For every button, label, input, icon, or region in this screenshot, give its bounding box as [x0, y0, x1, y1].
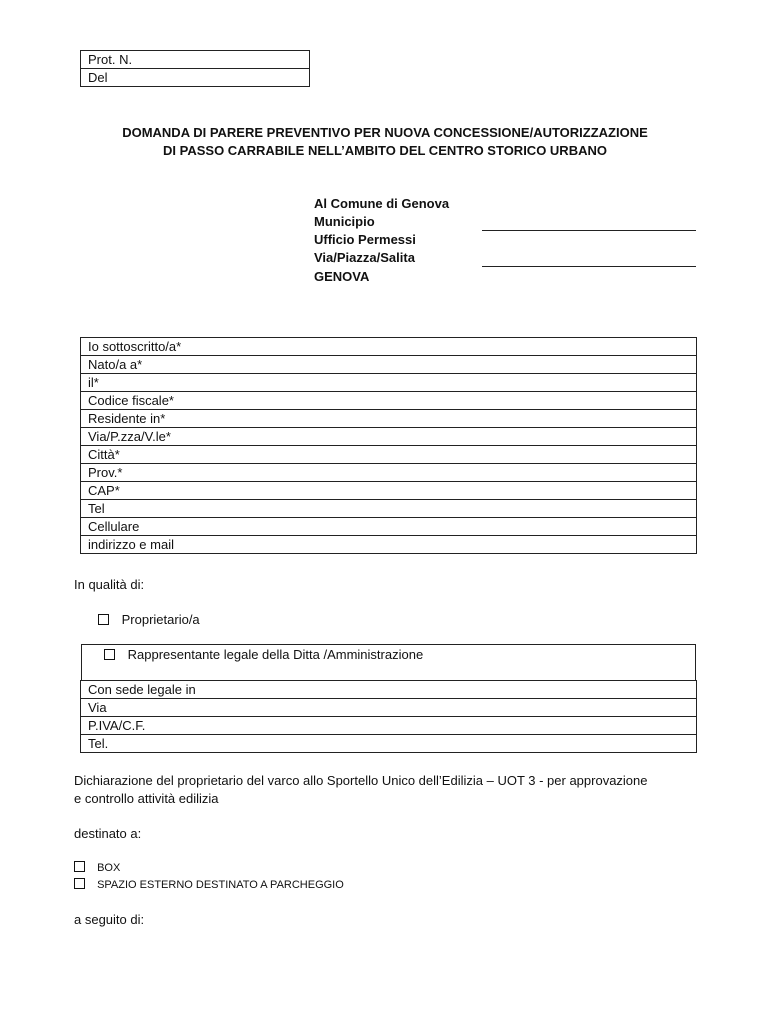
- recipient-line: Al Comune di Genova: [314, 196, 450, 211]
- tax-code-field[interactable]: Codice fiscale*: [81, 392, 697, 410]
- recipient-line: Via/Piazza/Salita: [314, 250, 415, 265]
- table-row: [81, 374, 697, 392]
- table-row: [81, 735, 697, 753]
- birthdate-field[interactable]: il*: [81, 374, 697, 392]
- table-row: [81, 356, 697, 374]
- table-row: [81, 518, 697, 536]
- email-field[interactable]: indirizzo e mail: [81, 536, 697, 554]
- registered-office-field[interactable]: Con sede legale in: [81, 681, 697, 699]
- owner-option[interactable]: [98, 611, 200, 629]
- mobile-field[interactable]: Cellulare: [81, 518, 697, 536]
- checkbox-icon[interactable]: [104, 649, 115, 660]
- parking-option[interactable]: [74, 877, 344, 893]
- postal-code-field[interactable]: CAP*: [81, 482, 697, 500]
- protocol-table: [80, 50, 310, 87]
- residence-field[interactable]: Residente in*: [81, 410, 697, 428]
- legal-rep-option[interactable]: [104, 646, 423, 664]
- table-row: [81, 699, 697, 717]
- table-row: [81, 717, 697, 735]
- declaration-line1: Dichiarazione del proprietario del varco allo Sportello Unico dell’Edilizia – UOT 3 - per approvazione: [74, 773, 648, 788]
- table-row: [81, 464, 697, 482]
- table-row: [81, 500, 697, 518]
- municipio-blank-line[interactable]: [482, 230, 696, 231]
- protocol-number-field[interactable]: Prot. N.: [81, 51, 310, 69]
- table-row: [81, 536, 697, 554]
- company-phone-field[interactable]: Tel.: [81, 735, 697, 753]
- checkbox-icon[interactable]: [74, 861, 85, 872]
- parking-option-label: SPAZIO ESTERNO DESTINATO A PARCHEGGIO: [97, 879, 344, 891]
- table-row: [81, 428, 697, 446]
- applicant-table: [80, 337, 697, 554]
- capacity-label: In qualità di:: [74, 577, 145, 592]
- document-title-line2: DI PASSO CARRABILE NELL’AMBITO DEL CENTRO STORICO URBANO: [163, 143, 607, 158]
- checkbox-icon[interactable]: [74, 878, 85, 889]
- owner-option-label: Proprietario/a: [121, 612, 200, 627]
- table-row: [81, 338, 697, 356]
- legal-rep-option-label: Rappresentante legale della Ditta /Amministrazione: [127, 647, 424, 662]
- address-blank-line[interactable]: [482, 266, 696, 267]
- birthplace-field[interactable]: Nato/a a*: [81, 356, 697, 374]
- recipient-line: GENOVA: [314, 269, 370, 284]
- recipient-line: Ufficio Permessi: [314, 232, 416, 247]
- box-option[interactable]: [74, 860, 120, 876]
- table-row: [81, 482, 697, 500]
- following-label: a seguito di:: [74, 912, 145, 927]
- destination-label: destinato a:: [74, 826, 142, 841]
- phone-field[interactable]: Tel: [81, 500, 697, 518]
- table-row: [81, 681, 697, 699]
- company-table: [80, 680, 697, 753]
- city-field[interactable]: Città*: [81, 446, 697, 464]
- protocol-row: [81, 51, 310, 69]
- protocol-row: [81, 69, 310, 87]
- table-row: [81, 446, 697, 464]
- recipient-line: Municipio: [314, 214, 375, 229]
- table-row: [81, 410, 697, 428]
- declaration-line2: e controllo attività edilizia: [74, 791, 219, 806]
- table-row: [81, 392, 697, 410]
- document-title-line1: DOMANDA DI PARERE PREVENTIVO PER NUOVA CONCESSIONE/AUTORIZZAZIONE: [122, 125, 648, 140]
- vat-field[interactable]: P.IVA/C.F.: [81, 717, 697, 735]
- street-field[interactable]: Via/P.zza/V.le*: [81, 428, 697, 446]
- box-option-label: BOX: [97, 862, 121, 874]
- protocol-date-field[interactable]: Del: [81, 69, 310, 87]
- province-field[interactable]: Prov.*: [81, 464, 697, 482]
- company-street-field[interactable]: Via: [81, 699, 697, 717]
- checkbox-icon[interactable]: [98, 614, 109, 625]
- name-field[interactable]: Io sottoscritto/a*: [81, 338, 697, 356]
